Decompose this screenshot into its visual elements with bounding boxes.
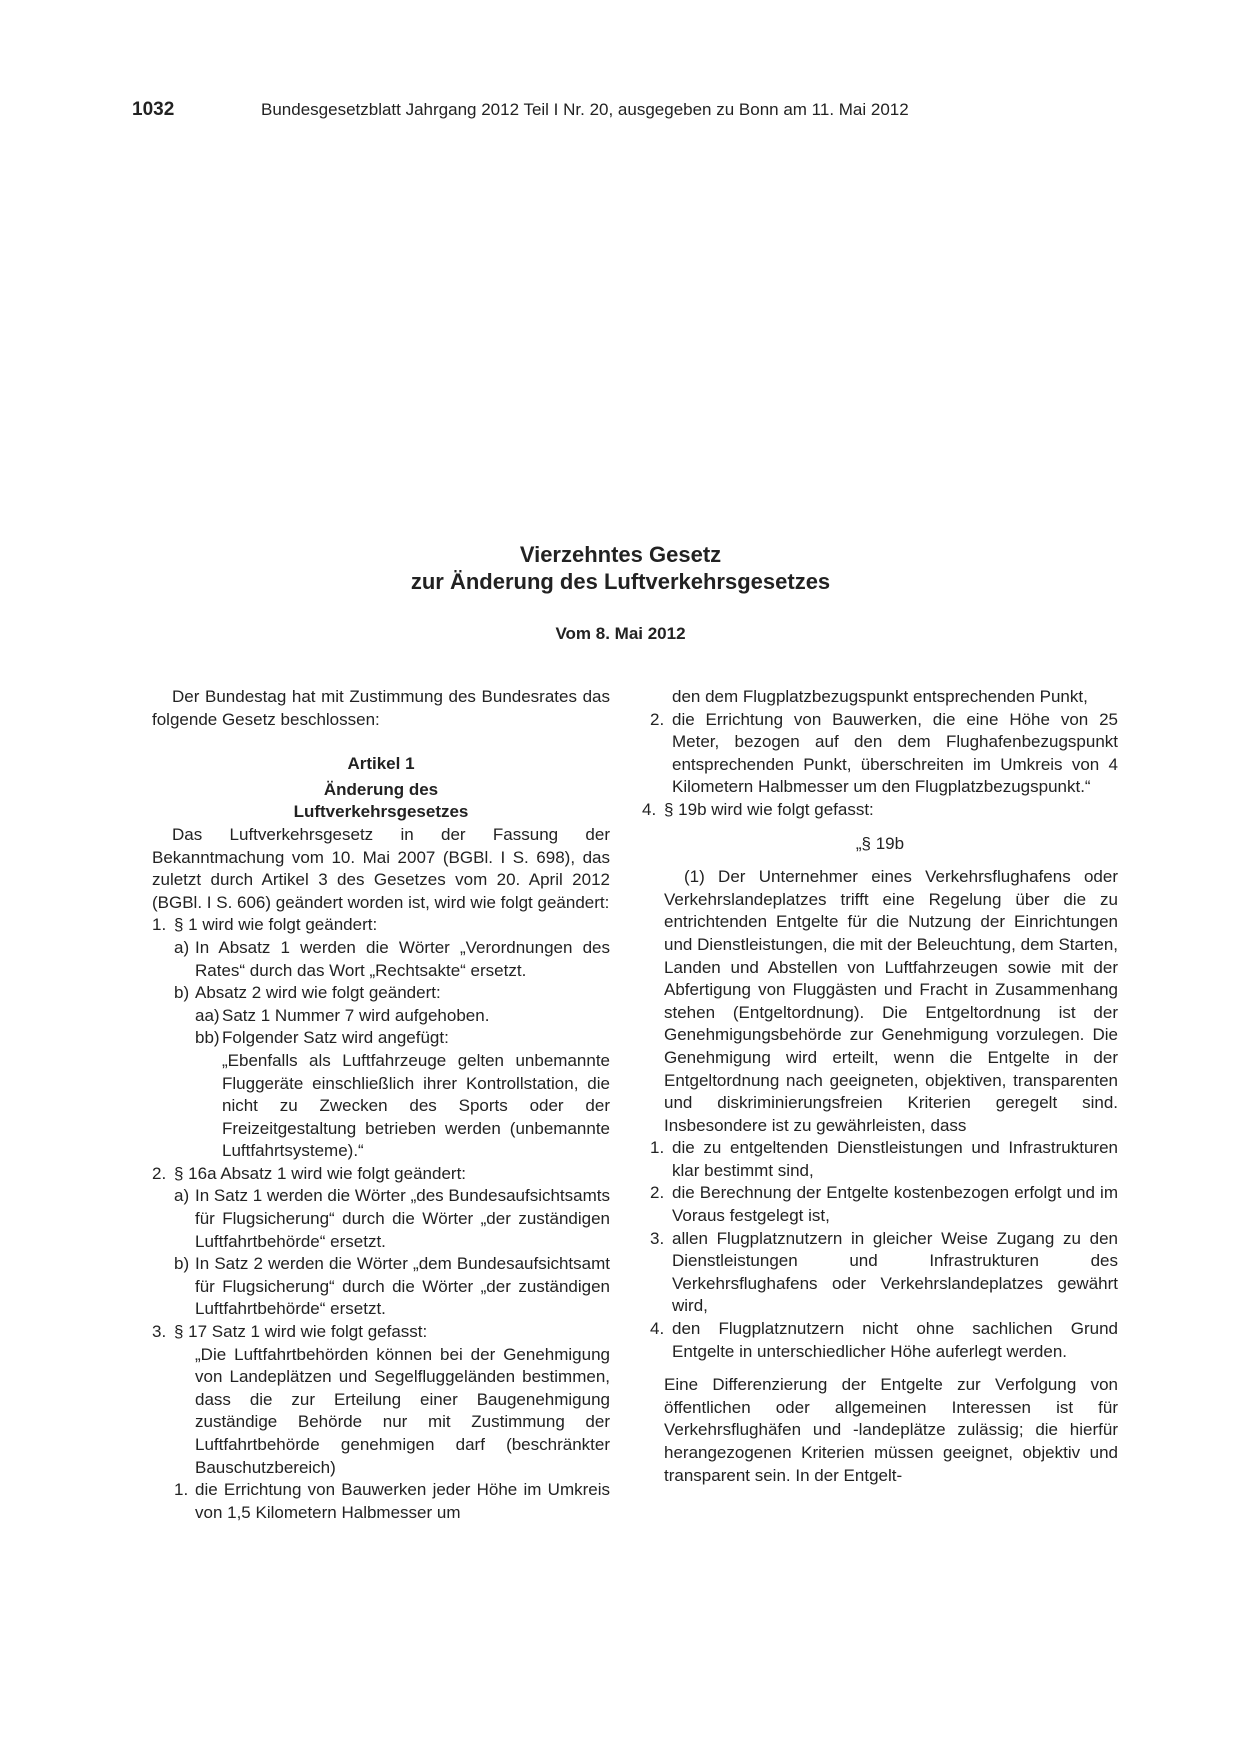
preamble: Der Bundestag hat mit Zustimmung des Bundesrates das folgende Gesetz beschlossen: — [152, 687, 610, 729]
list-item — [642, 1137, 1118, 1182]
item-letter: bb) — [195, 1028, 220, 1048]
quoted-text: „Ebenfalls als Luftfahrzeuge gelten unbemannte Fluggeräte einschließlich ihrer Kontrollstation, die nicht zu Zwecken des Sports oder der Freizeitgestaltung betrieben werden (unbemannte Luftfahrtsysteme).“ — [222, 1050, 610, 1161]
page-header — [132, 99, 1112, 123]
item-text: In Satz 2 werden die Wörter „dem Bundesaufsichtsamt für Flugsicherung“ durch die Wörter „der zuständigen Luftfahrtbehörde“ ersetzt. — [195, 1254, 610, 1319]
list-item — [152, 1027, 610, 1050]
article-title-line-1: Änderung des — [323, 779, 439, 799]
list-item — [152, 914, 610, 937]
item-text: Satz 1 Nummer 7 wird aufgehoben. — [222, 1005, 490, 1025]
item-number: 3. — [650, 1228, 665, 1248]
article-intro: Das Luftverkehrsgesetz in der Fassung der Bekanntmachung vom 10. Mai 2007 (BGBl. I S. 698), das zuletzt durch Artikel 3 des Gesetzes vom 20. April 2012 (BGBl. I S. 606) geändert worden ist, wird wie folgt geändert: — [152, 824, 610, 912]
law-title — [0, 541, 1241, 595]
item-number: 4. — [642, 799, 657, 819]
list-item — [152, 1185, 610, 1253]
item-text: Folgender Satz wird angefügt: — [222, 1028, 449, 1048]
item-text: In Satz 1 werden die Wörter „des Bundesaufsichtsamts für Flugsicherung“ durch die Wörter „der zuständigen Luftfahrtbehörde“ ersetzt. — [195, 1186, 610, 1251]
item-letter: aa) — [195, 1005, 220, 1025]
item-letter: b) — [174, 1254, 190, 1274]
item-text: Absatz 2 wird wie folgt geändert: — [195, 983, 441, 1003]
list-item — [152, 937, 610, 982]
item-text: § 17 Satz 1 wird wie folgt gefasst: — [174, 1322, 428, 1342]
item-letter: b) — [174, 983, 190, 1003]
item-number: 4. — [650, 1319, 665, 1339]
item-text: die Errichtung von Bauwerken jeder Höhe im Umkreis von 1,5 Kilometern Halbmesser um — [195, 1480, 610, 1522]
paragraph-1: (1) Der Unternehmer eines Verkehrsflughafens oder Verkehrslandeplatzes trifft eine Regelung über die zu entrichtenden Entgelte für die Nutzung der Einrichtungen und Dienstleistungen, die mit der Beleuchtung, dem Starten, Landen und Abstellen von Luftfahrzeugen sowie mit der Abfertigung von Fluggästen und Fracht in Zusammenhang stehen (Entgeltordnung). Die Entgeltordnung ist der Genehmigungsbehörde zur Genehmigung vorzulegen. Die Genehmigung wird erteilt, wenn die Entgelte in der Entgeltordnung nach geeigneten, objektiven, transparenten und diskriminierungsfreien Kriterien geregelt sind. Insbesondere ist zu gewährleisten, dass — [664, 867, 1118, 1135]
article-title-line-2: Luftverkehrsgesetzes — [293, 802, 469, 822]
law-title-line-2: zur Änderung des Luftverkehrsgesetzes — [410, 569, 831, 594]
item-text: die Berechnung der Entgelte kostenbezogen erfolgt und im Voraus festgelegt ist, — [672, 1183, 1118, 1226]
item-number: 1. — [152, 915, 167, 935]
item-number: 2. — [152, 1163, 167, 1183]
quoted-text: „Die Luftfahrtbehörden können bei der Genehmigung von Landeplätzen und Segelfluggeländen bestimmen, dass die zur Erteilung einer Baugenehmigung zuständige Behörde nur mit Zustimmung der Luftfahrtbehörde genehmigen darf (beschränkter Bauschutzbereich) — [195, 1344, 610, 1477]
right-column — [642, 686, 1118, 1487]
page-number: 1032 — [132, 99, 175, 120]
continued-text: den dem Flugplatzbezugspunkt entsprechenden Punkt, — [672, 687, 1088, 706]
item-text: den Flugplatznutzern nicht ohne sachlichen Grund Entgelte in unterschiedlicher Höhe auferlegt werden. — [672, 1319, 1118, 1361]
item-letter: a) — [174, 937, 190, 957]
item-letter: a) — [174, 1186, 190, 1206]
running-title: Bundesgesetzblatt Jahrgang 2012 Teil I Nr. 20, ausgegeben zu Bonn am 11. Mai 2012 — [261, 100, 909, 119]
item-text: die Errichtung von Bauwerken, die eine Höhe von 25 Meter, bezogen auf den dem Flughafenbezugspunkt entsprechenden Punkt, überschreiten im Umkreis von 4 Kilometern Halbmesser um den Flugplatzbezugspunkt.“ — [672, 709, 1118, 797]
list-item — [152, 1163, 610, 1186]
item-text: In Absatz 1 werden die Wörter „Verordnungen des Rates“ durch das Wort „Rechtsakte“ ersetzt. — [195, 937, 610, 980]
list-item — [642, 799, 1118, 822]
list-item — [152, 1321, 610, 1344]
left-column — [152, 686, 610, 1524]
article-heading: Artikel 1 — [347, 754, 415, 774]
list-item — [152, 1253, 610, 1321]
list-item — [152, 1005, 610, 1028]
list-item — [642, 1318, 1118, 1363]
item-number: 1. — [650, 1138, 665, 1158]
item-text: § 16a Absatz 1 wird wie folgt geändert: — [174, 1163, 467, 1183]
list-item — [152, 982, 610, 1005]
item-number: 3. — [152, 1322, 167, 1342]
item-number: 2. — [650, 709, 665, 729]
item-text: § 19b wird wie folgt gefasst: — [664, 799, 874, 819]
item-number: 2. — [650, 1183, 665, 1203]
item-text: die zu entgeltenden Dienstleistungen und Infrastrukturen klar bestimmt sind, — [672, 1138, 1118, 1180]
law-date: Vom 8. Mai 2012 — [555, 624, 686, 643]
list-item — [642, 709, 1118, 799]
paragraph-2: Eine Differenzierung der Entgelte zur Verfolgung von öffentlichen oder allgemeinen Interessen ist für Verkehrsflughäfen und -landeplätze zulässig; die hierfür herangezogenen Kriterien müssen geeignet, objektiv und transparent sein. In der Entgelt- — [664, 1375, 1118, 1485]
list-item — [642, 1228, 1118, 1318]
list-item — [152, 1479, 610, 1524]
law-title-line-1: Vierzehntes Gesetz — [519, 542, 722, 567]
item-text: § 1 wird wie folgt geändert: — [174, 915, 378, 935]
item-number: 1. — [174, 1480, 189, 1500]
list-item — [642, 1182, 1118, 1227]
item-text: allen Flugplatznutzern in gleicher Weise Zugang zu den Dienstleistungen und Infrastrukturen des Verkehrsflughafens oder Verkehrslandeplatzes gewährt wird, — [672, 1228, 1118, 1316]
section-heading: „§ 19b — [855, 833, 905, 853]
